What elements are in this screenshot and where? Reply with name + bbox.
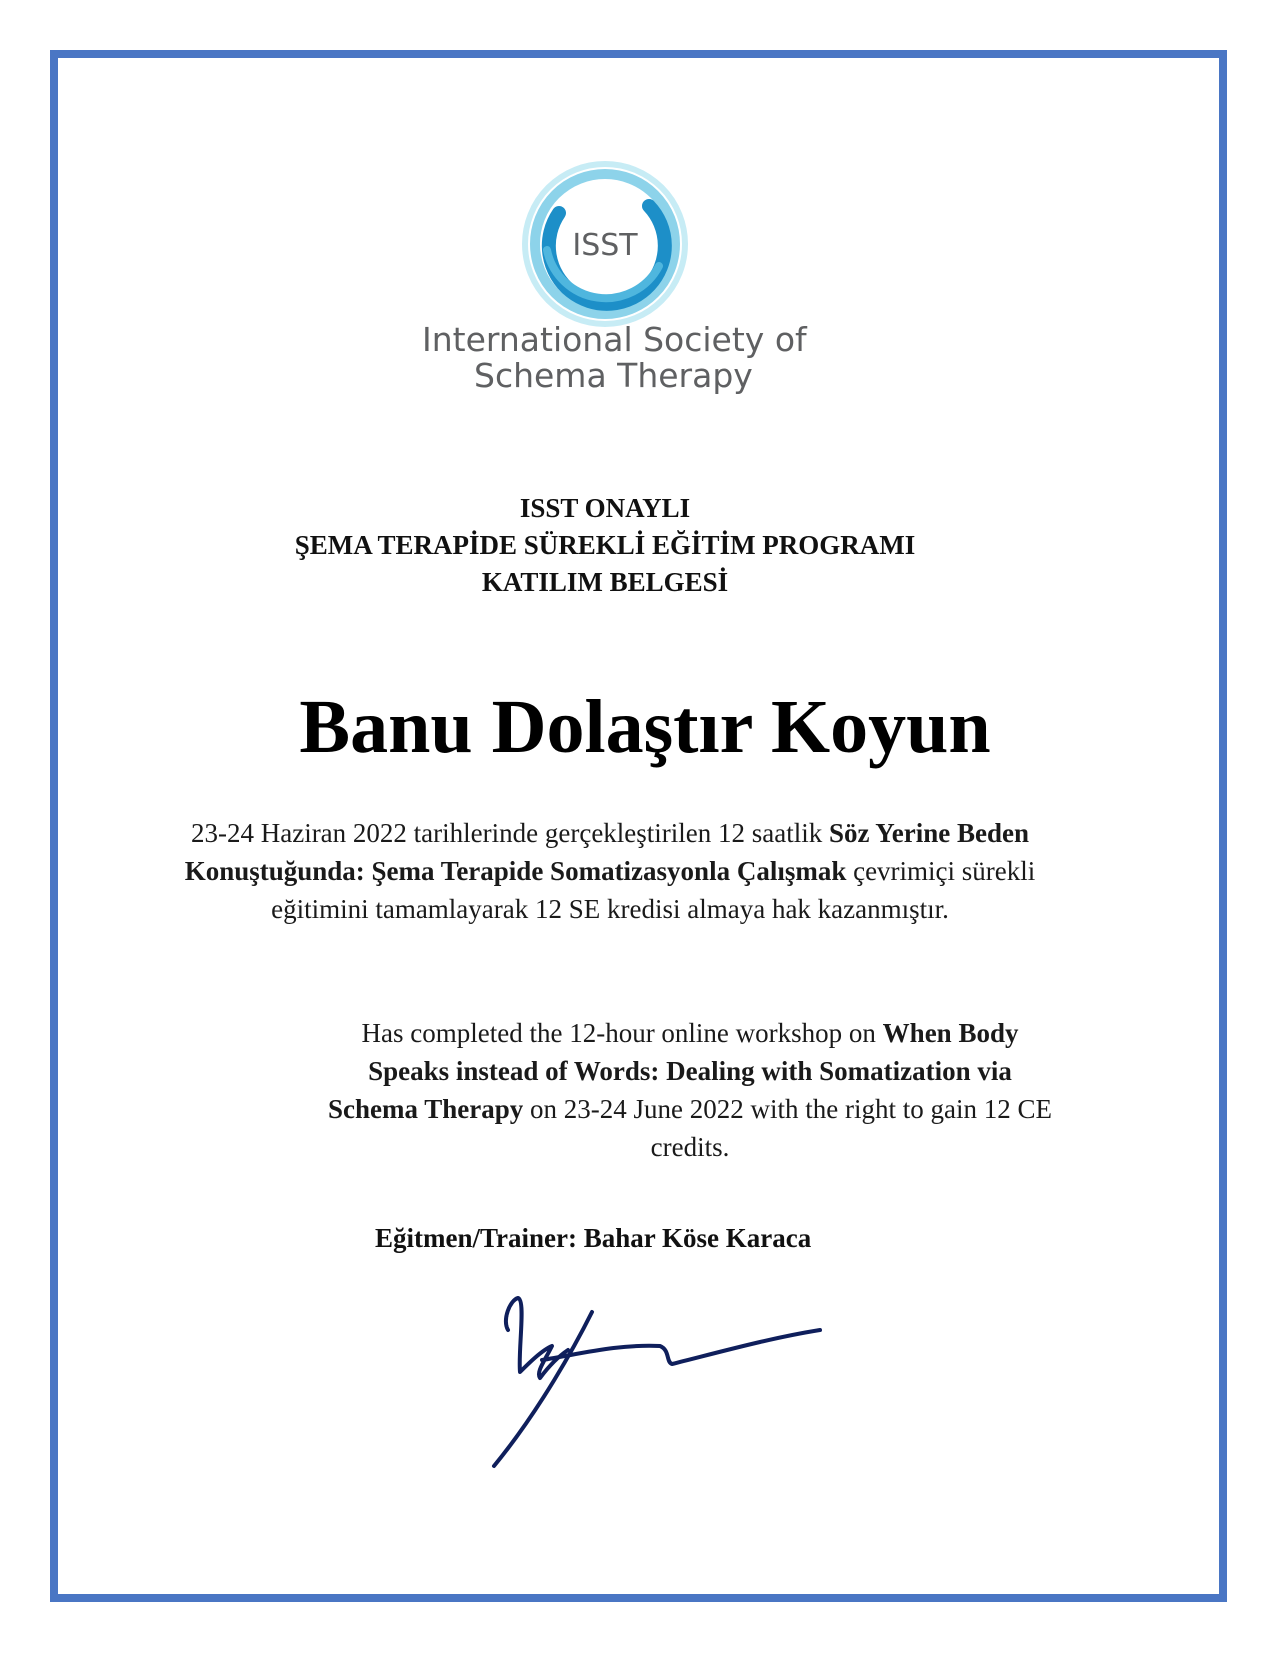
logo-badge-text: ISST bbox=[572, 228, 638, 263]
english-course-title: When Body Speaks instead of Words: Dealing with Somatization via Schema Therapy bbox=[328, 1018, 1019, 1124]
certificate-heading bbox=[200, 490, 1010, 601]
org-line-1: International Society of bbox=[422, 320, 807, 359]
heading-line-2: ŞEMA TERAPİDE SÜREKLİ EĞİTİM PROGRAMI bbox=[294, 530, 916, 560]
isst-logo-icon bbox=[519, 158, 691, 330]
english-paragraph bbox=[320, 1014, 1060, 1166]
trainer-signature bbox=[480, 1280, 850, 1480]
heading-line-3: KATILIM BELGESİ bbox=[481, 567, 729, 597]
turkish-course-title: Söz Yerine Beden Konuştuğunda: Şema Terapide Somatizasyonla Çalışmak bbox=[184, 818, 1029, 886]
signature-stroke-2 bbox=[494, 1312, 592, 1466]
turkish-paragraph bbox=[180, 814, 1040, 928]
trainer-line: Eğitmen/Trainer: Bahar Köse Karaca bbox=[375, 1223, 812, 1253]
recipient-name: Banu Dolaştır Koyun bbox=[299, 685, 991, 769]
organization-name bbox=[350, 322, 910, 394]
signature-stroke-1 bbox=[506, 1298, 568, 1378]
english-prefix: Has completed the 12-hour online workshop on bbox=[361, 1018, 883, 1048]
org-line-2: Schema Therapy bbox=[474, 356, 753, 395]
turkish-suffix: çevrimiçi sürekli eğitimini tamamlayarak 12 SE kredisi almaya hak kazanmıştır. bbox=[271, 856, 1036, 924]
english-suffix: on 23-24 June 2022 with the right to gain 12 CE credits. bbox=[523, 1094, 1052, 1162]
heading-line-1: ISST ONAYLI bbox=[519, 493, 691, 523]
turkish-prefix: 23-24 Haziran 2022 tarihlerinde gerçekleştirilen 12 saatlik bbox=[190, 818, 830, 848]
signature-stroke-3 bbox=[542, 1330, 820, 1364]
